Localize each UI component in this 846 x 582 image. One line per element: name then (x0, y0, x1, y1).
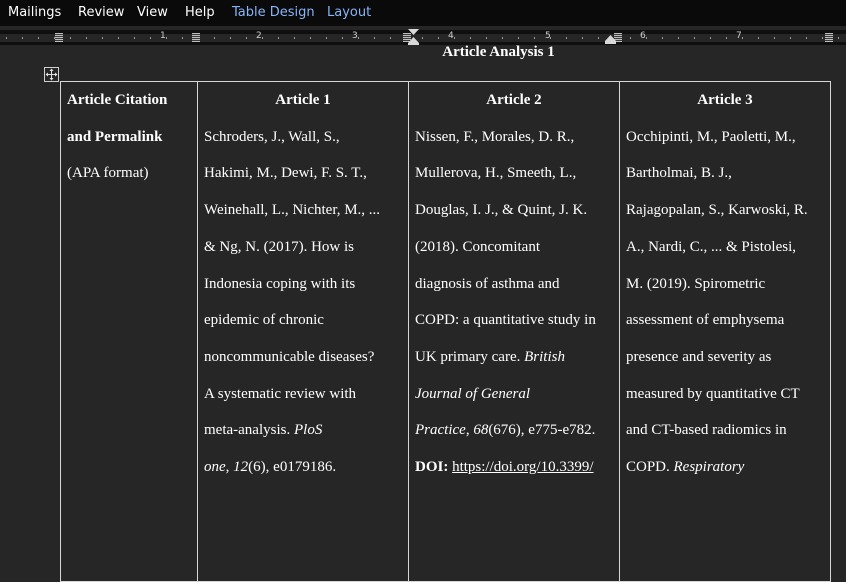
ruler-tick (758, 37, 759, 39)
article3-line: measured by quantitative CT (626, 385, 800, 402)
ruler-tick (278, 37, 279, 39)
ruler-tick (822, 37, 823, 39)
ruler-tick (118, 37, 119, 39)
column-marker-handle[interactable] (825, 33, 833, 42)
document-title: Article Analysis 1 (442, 44, 555, 60)
text-run: (6), e0179186. (248, 459, 337, 476)
menu-table-design[interactable]: Table Design (232, 5, 315, 20)
move-arrows-icon (45, 68, 58, 81)
ruler-tick (6, 37, 7, 39)
first-col-line: Article Citation (67, 92, 168, 108)
ruler-number: 7 (736, 31, 742, 41)
volume-italic: 68 (473, 422, 489, 439)
ruler-tick (86, 37, 87, 39)
ruler-tick (134, 37, 135, 39)
menu-view[interactable]: View (137, 5, 168, 20)
menu-mailings[interactable]: Mailings (8, 5, 62, 20)
text-run: COPD. (626, 459, 674, 476)
article2-line: Nissen, F., Morales, D. R., (415, 128, 575, 145)
ruler-tick (662, 37, 663, 39)
document-page (0, 45, 846, 480)
ruler-tick (742, 37, 743, 39)
article3-line (626, 449, 824, 486)
ruler-number: 2 (256, 31, 262, 41)
first-col-line: and Permalink (67, 128, 163, 145)
article1-cell[interactable] (198, 82, 409, 582)
ruler-tick (150, 37, 151, 39)
ruler-tick (214, 37, 215, 39)
journal-italic: one (204, 459, 226, 476)
ruler-number: 6 (640, 31, 646, 41)
article3-line: Bartholmai, B. J., (626, 165, 732, 182)
article1-line (204, 412, 402, 449)
doi-link[interactable]: https://doi.org/10.3399/ (452, 459, 594, 476)
article1-line (204, 449, 402, 486)
ruler-tick (358, 37, 359, 39)
ruler-tick (470, 37, 471, 39)
text-run: UK primary care. (415, 348, 525, 365)
article2-line: (2018). Concomitant (415, 238, 540, 255)
ruler-tick (294, 37, 295, 39)
ruler-tick (694, 37, 695, 39)
ruler-tick (70, 37, 71, 39)
ruler-tick (422, 37, 423, 39)
ruler-tick (22, 37, 23, 39)
article3-line: assessment of emphysema (626, 312, 785, 329)
column-marker-handle[interactable] (192, 33, 200, 42)
article1-line: epidemic of chronic (204, 312, 324, 329)
text-run: meta-analysis. (204, 422, 294, 439)
ruler-tick (566, 37, 567, 39)
ruler-tick (678, 37, 679, 39)
first-column-cell[interactable] (61, 82, 198, 582)
ruler-tick (838, 37, 839, 39)
article1-line: & Ng, N. (2017). How is (204, 238, 354, 255)
ruler-tick (502, 37, 503, 39)
article2-cell[interactable] (409, 82, 620, 582)
ruler-tick (726, 37, 727, 39)
column-marker-handle[interactable] (55, 33, 63, 42)
ruler-tick (342, 37, 343, 39)
article2-line (415, 376, 613, 413)
article3-header: Article 3 (697, 92, 753, 108)
ruler-tick (598, 37, 599, 39)
article2-line: Douglas, I. J., & Quint, J. K. (415, 202, 588, 219)
ruler-tick (326, 37, 327, 39)
ruler-tick (102, 37, 103, 39)
ruler-tick (710, 37, 711, 39)
ruler-tick (790, 37, 791, 39)
article2-line: Mullerova, H., Smeeth, L., (415, 165, 577, 182)
ruler-number: 3 (352, 31, 358, 41)
journal-italic: Respiratory (673, 459, 745, 476)
journal-italic: Journal of General (415, 385, 530, 402)
article3-line: M. (2019). Spirometric (626, 275, 766, 292)
article1-header: Article 1 (275, 92, 331, 108)
article3-line: and CT-based radiomics in (626, 422, 787, 439)
ruler-tick (630, 37, 631, 39)
ruler-tick (646, 37, 647, 39)
article2-line (415, 412, 613, 449)
ruler-tick (774, 37, 775, 39)
ruler-tick (310, 37, 311, 39)
article2-line (415, 449, 613, 486)
ruler-tick (246, 37, 247, 39)
article3-line: Occhipinti, M., Paoletti, M., (626, 128, 796, 145)
ruler-tick (806, 37, 807, 39)
article1-line: noncommunicable diseases? (204, 348, 375, 365)
article3-line: Rajagopalan, S., Karwoski, R. (626, 202, 808, 219)
ruler-tick (230, 37, 231, 39)
text-run: , (465, 422, 474, 439)
journal-italic: British (524, 348, 565, 365)
ruler-tick (582, 37, 583, 39)
article1-line: Schroders, J., Wall, S., (204, 128, 340, 145)
article-table (60, 81, 831, 582)
ruler-number: 5 (545, 31, 551, 41)
ruler-tick (486, 37, 487, 39)
journal-italic: Practice (415, 422, 466, 439)
ruler-tick (262, 37, 263, 39)
article1-line: Weinehall, L., Nichter, M., ... (204, 202, 381, 219)
ruler-tick (534, 37, 535, 39)
article3-cell[interactable] (620, 82, 831, 582)
article3-line: presence and severity as (626, 348, 772, 365)
ruler-tick (438, 37, 439, 39)
article2-line: COPD: a quantitative study in (415, 312, 596, 329)
ruler-tick (166, 37, 167, 39)
menu-help[interactable]: Help (185, 5, 215, 20)
article1-line: A systematic review with (204, 385, 357, 402)
article1-line: Hakimi, M., Dewi, F. S. T., (204, 165, 367, 182)
text-run: (676), e775-e782. (488, 422, 596, 439)
first-col-line: (APA format) (67, 165, 149, 182)
menu-layout[interactable]: Layout (327, 5, 372, 20)
ruler-tick (390, 37, 391, 39)
journal-italic: PloS (293, 422, 323, 439)
horizontal-ruler[interactable] (0, 30, 846, 45)
ruler-tick (374, 37, 375, 39)
article2-header: Article 2 (486, 92, 542, 108)
ruler-track (0, 34, 846, 42)
ruler-number: 4 (448, 31, 454, 41)
ruler-tick (182, 37, 183, 39)
article3-line: A., Nardi, C., ... & Pistolesi, (626, 238, 797, 255)
doi-label: DOI: (415, 459, 449, 476)
article2-line: diagnosis of asthma and (415, 275, 560, 292)
ruler-tick (518, 37, 519, 39)
ruler-number: 1 (160, 31, 166, 41)
table-move-handle[interactable] (44, 67, 59, 82)
text-run: , (225, 459, 234, 476)
article2-line (415, 339, 613, 376)
article1-line: Indonesia coping with its (204, 275, 356, 292)
menu-bar (0, 0, 846, 26)
ruler-tick (454, 37, 455, 39)
menu-review[interactable]: Review (78, 5, 125, 20)
volume-italic: 12 (233, 459, 249, 476)
ruler-tick (38, 37, 39, 39)
